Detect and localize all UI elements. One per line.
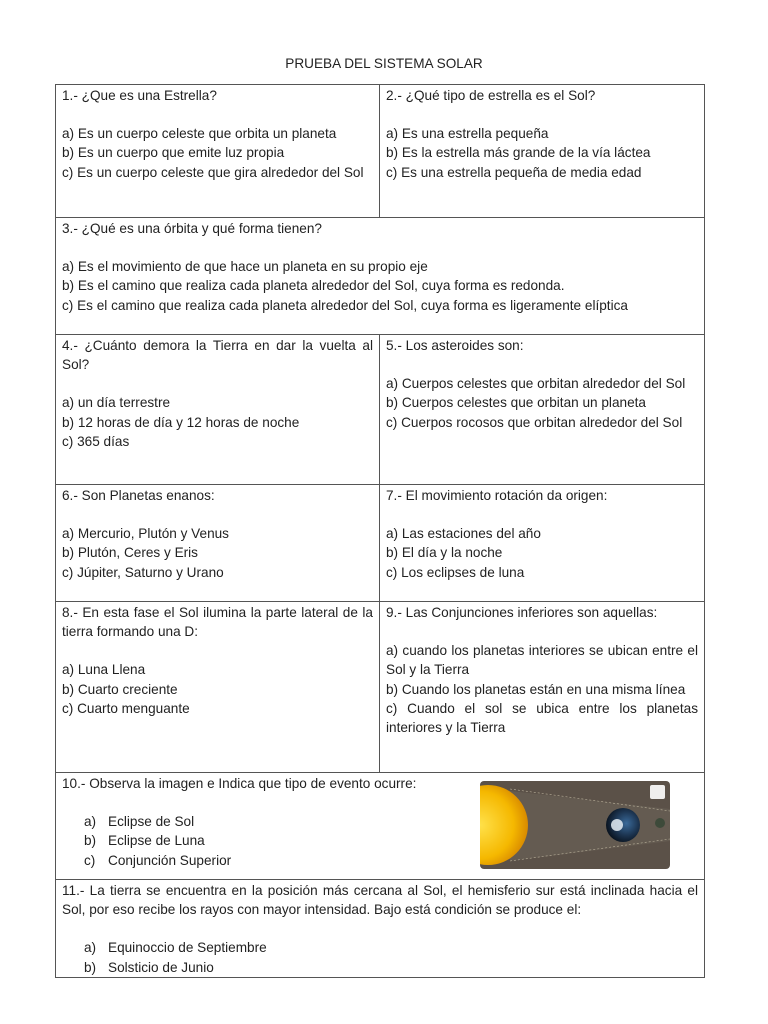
table-row: [56, 602, 705, 773]
option-text: b) Es el camino que realiza cada planeta alrededor del Sol, cuya forma es redonda.: [62, 278, 565, 294]
question-text: 7.- El movimiento rotación da origen:: [386, 488, 608, 503]
question-cell: [56, 880, 705, 978]
table-row: [56, 880, 705, 978]
table-row: [56, 485, 705, 602]
option-text: c) Es un cuerpo celeste que gira alrededor del Sol: [62, 164, 364, 180]
list-item: b) Eclipse de Luna: [84, 833, 205, 849]
list-item: a) Eclipse de Sol: [84, 814, 195, 830]
option-text: c) Cuando el sol se ubica entre los planetas interiores y la Tierra: [386, 700, 698, 736]
option-text: b) Cuerpos celestes que orbitan un planeta: [386, 395, 646, 411]
question-text: 10.- Observa la imagen e Indica que tipo de evento ocurre:: [62, 776, 417, 791]
corner-marker: [650, 785, 665, 799]
option-text: c) Es una estrella pequeña de media edad: [386, 164, 642, 180]
question-cell: [56, 218, 705, 335]
option-text: a) Es una estrella pequeña: [386, 126, 549, 142]
question-cell: [380, 602, 705, 773]
eclipse-image: [480, 781, 670, 869]
option-text: a) Las estaciones del año: [386, 526, 541, 542]
option-text: a) Es un cuerpo celeste que orbita un planeta: [62, 126, 337, 142]
option-text: a) Luna Llena: [62, 662, 146, 678]
option-text: c) Júpiter, Saturno y Urano: [62, 564, 224, 580]
option-text: a) Mercurio, Plutón y Venus: [62, 526, 229, 542]
question-cell: [380, 485, 705, 602]
option-text: c) Cuarto menguante: [62, 700, 190, 716]
question-cell: [380, 335, 705, 485]
option-text: b) 12 horas de día y 12 horas de noche: [62, 414, 300, 430]
table-row: [56, 85, 705, 218]
option-text: b) El día y la noche: [386, 545, 503, 561]
table-row: [56, 218, 705, 335]
page-title: PRUEBA DEL SISTEMA SOLAR: [285, 56, 483, 71]
table-row: [56, 335, 705, 485]
quiz-table: [55, 84, 705, 978]
option-text: b) Es la estrella más grande de la vía láctea: [386, 145, 651, 161]
question-cell: [380, 85, 705, 218]
option-list: [62, 938, 698, 976]
question-text: 11.- La tierra se encuentra en la posición más cercana al Sol, el hemisferio sur está inclinada hacia el Sol, por eso recibe los rayos con mayor intensidad. Bajo está condición se produce el:: [62, 883, 698, 918]
option-text: a) Es el movimiento de que hace un planeta en su propio eje: [62, 259, 428, 275]
question-text: 1.- ¿Que es una Estrella?: [62, 88, 217, 103]
option-text: c) 365 días: [62, 433, 130, 449]
option-text: b) Cuando los planetas están en una misma línea: [386, 681, 686, 697]
question-cell: [56, 335, 380, 485]
question-text: 6.- Son Planetas enanos:: [62, 488, 215, 503]
question-cell: [56, 485, 380, 602]
option-text: a) cuando los planetas interiores se ubican entre el Sol y la Tierra: [386, 643, 698, 678]
option-text: c) Es el camino que realiza cada planeta alrededor del Sol, cuya forma es ligeramente elíptica: [62, 297, 628, 313]
question-text: 4.- ¿Cuánto demora la Tierra en dar la vuelta al Sol?: [62, 338, 373, 373]
list-item: b) Solsticio de Junio: [84, 959, 214, 975]
option-text: c) Los eclipses de luna: [386, 564, 525, 580]
option-text: b) Plutón, Ceres y Eris: [62, 545, 198, 561]
option-text: a) un día terrestre: [62, 395, 171, 411]
question-cell: [56, 85, 380, 218]
option-text: b) Es un cuerpo que emite luz propia: [62, 145, 285, 161]
table-row: [56, 773, 705, 880]
question-text: 9.- Las Conjunciones inferiores son aquellas:: [386, 605, 658, 620]
list-item: a) Equinoccio de Septiembre: [84, 940, 267, 956]
question-text: 3.- ¿Qué es una órbita y qué forma tienen?: [62, 221, 322, 236]
question-text: 2.- ¿Qué tipo de estrella es el Sol?: [386, 88, 596, 103]
option-text: b) Cuarto creciente: [62, 681, 178, 697]
question-cell: [56, 773, 705, 880]
question-cell: [56, 602, 380, 773]
question-text: 5.- Los asteroides son:: [386, 338, 524, 353]
option-text: c) Cuerpos rocosos que orbitan alrededor del Sol: [386, 414, 683, 430]
list-item: c) Conjunción Superior: [84, 852, 232, 868]
question-text: 8.- En esta fase el Sol ilumina la parte lateral de la tierra formando una D:: [62, 605, 373, 640]
option-text: a) Cuerpos celestes que orbitan alrededor del Sol: [386, 376, 686, 392]
